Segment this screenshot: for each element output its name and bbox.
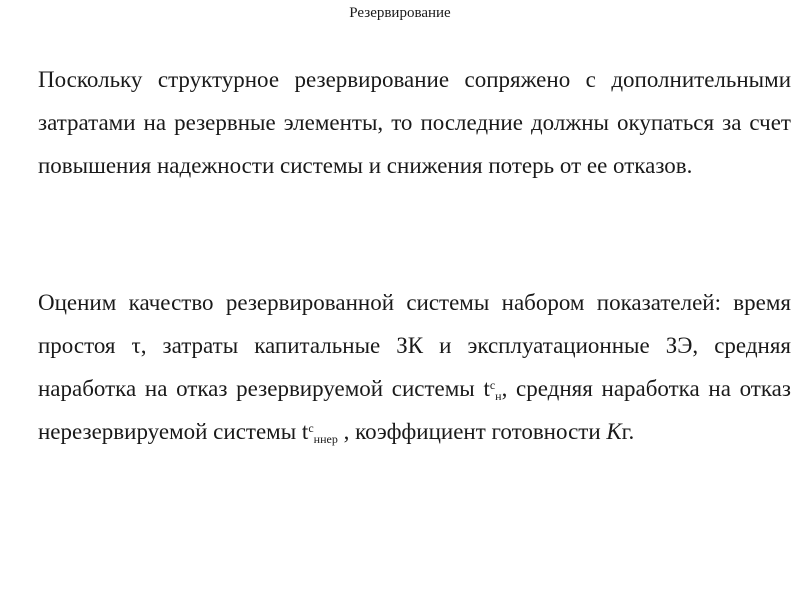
symbol-subscript: н <box>495 389 502 403</box>
symbol-subscript: ннер <box>313 432 338 446</box>
symbol-superscript: c <box>308 421 314 435</box>
paragraph-reliability-cost: Поскольку структурное резервирование сопряжено с дополнительными затратами на резервные элементы, то последние должны окупаться за счет повышения надежности системы и снижения потерь от ее отказов. <box>38 67 791 178</box>
symbol-superscript: c <box>489 378 496 392</box>
availability-coefficient-symbol: К <box>606 419 622 444</box>
paragraph-text-part1: Оценим качество резервированной системы набором показателей: время простоя τ, затраты капитальные ЗК и эксплуатационные ЗЭ, средняя наработка на отказ резервируемой системы t <box>38 290 791 401</box>
paragraph-text-part3: , коэффициент готовности <box>337 419 607 444</box>
availability-coefficient-subscript: г. <box>621 419 635 444</box>
paragraph-quality-indicators <box>38 281 791 453</box>
paragraph-text-part2: , средняя наработка на отказ нерезервируемой системы t <box>38 376 791 444</box>
page-header: Резервирование <box>349 5 451 21</box>
